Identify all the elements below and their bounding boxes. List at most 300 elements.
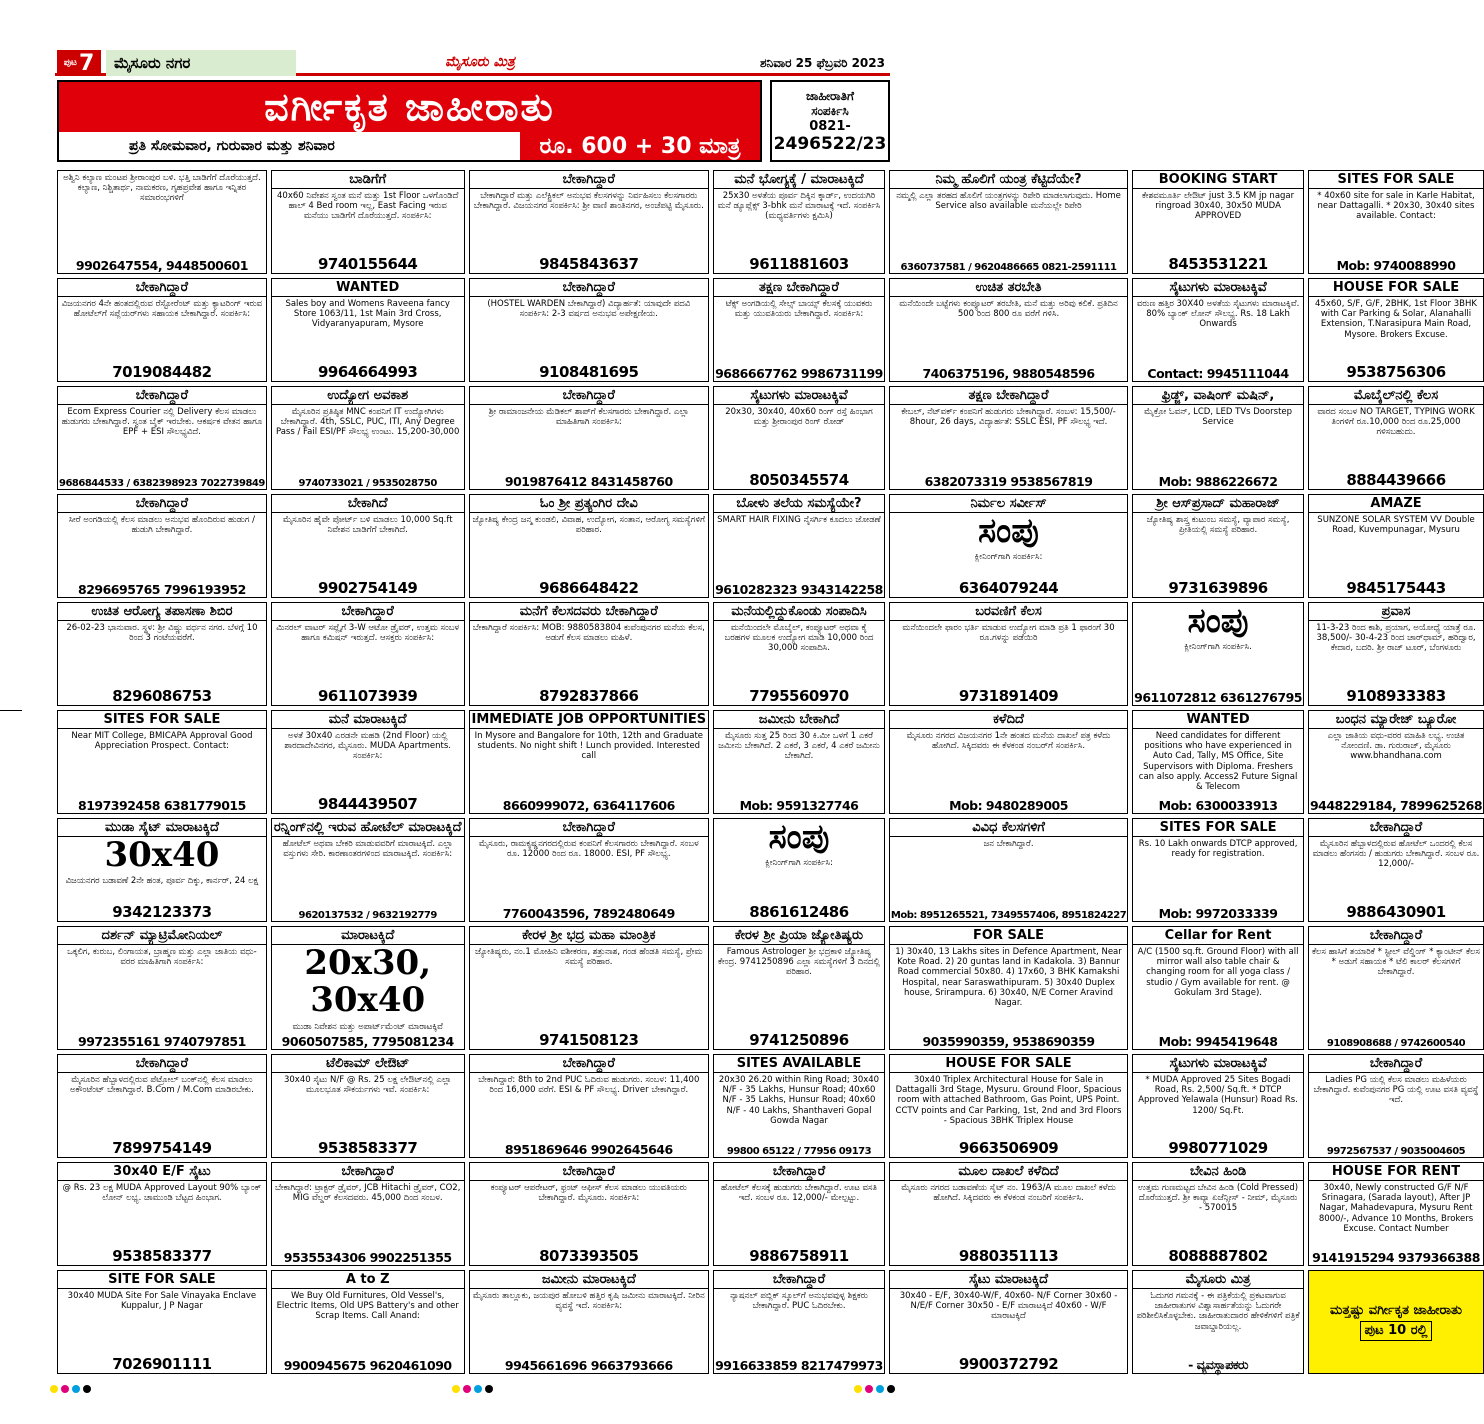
- ad-heading: FOR SALE: [890, 927, 1127, 945]
- newspaper-logo: ಮೈಸೂರು ಮಿತ್ರ: [445, 54, 515, 70]
- ad-body: ಬೇಕಾಗಿದ್ದಾರೆ ಮತ್ತು ಎಲೆಕ್ಟ್ರಿಕಲ್ ಅನುಭವ ಕೆಲಸಗಳನ್ನು ನಿರ್ವಹಿಸಲು ಕೆಲಸಗಾರರು ಬೇಕಾಗಿದ್ದಾರೆ. ವಿಜಯನಗರ ಸಂಪರ್ಕಿಸಿ: ಶ್ರೀ ವಾಣಿ ಶಾಂತಿನಗರ, ಅಂಚೆಪಟ್ಟಿ ಮೈಸೂರು.: [473, 191, 704, 212]
- ad-heading: 30x40 E/F ಸೈಟು: [58, 1163, 266, 1181]
- ad-heading: BOOKING START: [1133, 171, 1303, 189]
- ad-heading: ವಿವಿಧ ಕೆಲಸಗಳಿಗೆ: [890, 819, 1127, 837]
- classified-ad: [271, 386, 465, 490]
- ad-phone: 9900372792: [958, 1355, 1059, 1373]
- ad-body: ಜ್ಯೋತಿಷ್ಯ ಕೇಂದ್ರ ಜನ್ಮ ಕುಂಡಲಿ, ವಿವಾಹ, ಉದ್ಯೋಗ, ಸಂತಾನ, ಆರೋಗ್ಯ ಸಮಸ್ಯೆಗಳಿಗೆ ಪರಿಹಾರ.: [472, 515, 706, 536]
- contact-line-3: 0821-: [809, 118, 851, 134]
- color-dots-center: [452, 1385, 493, 1393]
- ad-phone: Contact: 9945111044: [1147, 366, 1289, 381]
- ad-body: 30x40 - E/F, 30x40-W/F, 40x60- N/F Corner 30x60 - N/E/F Corner 30x50 - E/F ಮಾರಾಟಕ್ಕಿದೆ 40x60 - W/F ಮಾರಾಟಕ್ಕಿದೆ: [899, 1290, 1118, 1322]
- color-dots-right: [854, 1385, 895, 1393]
- ad-heading: ಉದ್ಯೋಗ ಅವಕಾಶ: [272, 387, 464, 405]
- ad-body: ವಿಜಯನಗರ ಬಡಾವಣೆ 2ನೇ ಹಂತ, ಪೂರ್ವ ದಿಕ್ಕು, ಕಾರ್ನರ್, 24 ಲಕ್ಷ: [65, 876, 259, 887]
- classified-ad: [1308, 818, 1484, 922]
- classified-ad: [713, 710, 885, 814]
- ad-body: ಜನ ಬೇಕಾಗಿದ್ದಾರೆ.: [983, 839, 1034, 850]
- ad-body: ಒಕ್ಕಲಿಗ, ಕುರುಬ, ಲಿಂಗಾಯತ, ಬ್ರಾಹ್ಮಣ ಮತ್ತು ಎಲ್ಲಾ ಜಾತಿಯ ವಧು-ವರರ ಮಾಹಿತಿಗಾಗಿ ಸಂಪರ್ಕಿಸಿ:: [67, 947, 257, 968]
- classified-ad: [271, 818, 465, 922]
- ad-heading: ಬರವಣಿಗೆ ಕೆಲಸ: [890, 603, 1127, 621]
- classified-ad: [1132, 1162, 1304, 1266]
- ad-phone: 9731639896: [1168, 579, 1268, 597]
- ad-body: ಕ್ಲೀನಿಂಗ್‌ಗಾಗಿ ಸಂಪರ್ಕಿಸಿ:: [765, 858, 833, 869]
- ad-phone: 6382073319 9538567819: [924, 474, 1093, 489]
- ad-heading: ಕೇರಳ ಶ್ರೀ ಪ್ರಿಯಾ ಜ್ಯೋತಿಷ್ಯರು: [714, 927, 884, 945]
- ad-highlight: 30x40: [104, 835, 220, 876]
- ad-heading: ಜಮೀನು ಮಾರಾಟಕ್ಕಿದೆ: [470, 1271, 709, 1289]
- ad-body: ಓದುಗರ ಗಮನಕ್ಕೆ - ಈ ಪತ್ರಿಕೆಯಲ್ಲಿ ಪ್ರಕಟವಾಗುವ ಜಾಹೀರಾತುಗಳ ವಿಶ್ವಾಸಾರ್ಹತೆಯನ್ನು ಓದುಗರೇ ಪರಿಶೀಲಿಸಿಕೊಳ್ಳಬೇಕು. ಜಾಹೀರಾತುದಾರರ ಹೇಳಿಕೆಗಳಿಗೆ ಪತ್ರಿಕೆ ಜವಾಬ್ದಾರಿಯಲ್ಲ.: [1136, 1290, 1300, 1332]
- classified-ad: [57, 494, 267, 598]
- ad-heading: ಮೈಸೂರು ಮಿತ್ರ: [1133, 1271, 1303, 1289]
- classified-ad: [1308, 1162, 1484, 1266]
- ad-body: We Buy Old Furnitures, Old Vessel's, Electric Items, Old UPS Battery's and other Scrap Items. Call Anand:: [276, 1290, 459, 1322]
- classified-ad: [1308, 494, 1484, 598]
- ad-phone: 9972355161 9740797851: [78, 1033, 246, 1049]
- ad-body: ಕೆಲಸ ಹಾಸಿಗೆ ತಯಾರಿಕೆ * ಸ್ಟೀಲ್ ವೆಲ್ಡಿಂಗ್ * ಕ್ಯಾಂಟೀನ್ ಕೆಲಸ * ಅಡುಗೆ ಸಹಾಯಕ * ಟೆಲಿ ಕಾಲರ್ ಕೆಲಸಗಳಿಗೆ ಬೇಕಾಗಿದ್ದಾರೆ.: [1312, 947, 1480, 978]
- ad-phone: 9741250896: [749, 1030, 849, 1049]
- ad-heading: ಬೋಳು ತಲೆಯ ಸಮಸ್ಯೆಯೇ?: [714, 495, 884, 513]
- ad-phone: 9902647554, 9448500601: [75, 258, 248, 273]
- classified-ad: [889, 818, 1128, 922]
- classified-ad: [889, 602, 1128, 706]
- ad-highlight: ಸಂಪು: [768, 817, 830, 858]
- ad-phone: 9108481695: [539, 363, 639, 381]
- classified-ad: [271, 278, 465, 382]
- ad-phone: 9108933383: [1346, 687, 1446, 706]
- ad-heading: ಬಂಧನ ಮ್ಯಾರೇಜ್ ಬ್ಯೂರೋ: [1309, 711, 1483, 729]
- ad-body: ಶ್ರೀ ರಾಮಾಂಜನೇಯ ಮೆಡಿಕಲ್ ಶಾಪ್‌ಗೆ ಕೆಲಸಗಾರರು ಬೇಕಾಗಿದ್ದಾರೆ. ಎಲ್ಲಾ ಮಾಹಿತಿಗಾಗಿ ಸಂಪರ್ಕಿಸಿ:: [488, 407, 689, 428]
- classified-ad: [889, 170, 1128, 274]
- ad-body: ಮೈಸೂರಿನ ಪ್ರತಿಷ್ಠಿತ MNC ಕಂಪನಿಗೆ IT ಉದ್ಯೋಗಿಗಳು ಬೇಕಾಗಿದ್ದಾರೆ. 4th, SSLC, PUC, ITI, Any Degree Pass / Fail ESI/PF ಸೌಲಭ್ಯ ಉಂಟು. 15,200-30,000: [275, 407, 460, 438]
- ad-body: ಅಳತೆ 30x40 ಎರಡನೇ ಮಹಡಿ (2nd Floor) ಯಲ್ಲಿ ಶಾರದಾದೇವಿನಗರ, ಮೈಸೂರು. MUDA Apartments. ಸಂಪರ್ಕಿಸಿ:: [284, 731, 451, 762]
- ad-heading: ತಕ್ಷಣ ಬೇಕಾಗಿದ್ದಾರೆ: [890, 387, 1127, 405]
- ad-body: ಬೇಕಾಗಿದ್ದಾರೆ: 8th to 2nd PUC ಓದಿರುವ ಹುಡುಗರು. ಸಂಬಳ: 11,400 ರಿಂದ 16,000 ವರೆಗೆ. ESI & PF ಸೌಲಭ್ಯ. Driver ಬೇಕಾಗಿದ್ದಾರೆ.: [478, 1074, 700, 1096]
- ad-phone: 7406375196, 9880548596: [922, 366, 1095, 381]
- ad-heading: ಬೇವಿನ ಹಿಂಡಿ: [1133, 1163, 1303, 1181]
- ad-heading: WANTED: [272, 279, 464, 297]
- ad-heading: ಓಂ ಶ್ರೀ ಪ್ರತ್ಯಂಗಿರ ದೇವಿ: [470, 495, 709, 513]
- classified-ad: [57, 386, 267, 490]
- classified-ad: [1132, 494, 1304, 598]
- ad-body: ಮೈಸೂರು, ರಾಮಕೃಷ್ಣನಗರದಲ್ಲಿರುವ ಕಂಪನಿಗೆ ಕೆಲಸಗಾರರು ಬೇಕಾಗಿದ್ದಾರೆ. ಸಂಬಳ ರೂ. 12000 ರಿಂದ ರೂ. 18000. ESI, PF ಸೌಲಭ್ಯ.: [478, 839, 699, 860]
- classified-ad: [57, 1270, 267, 1374]
- classified-ad: [889, 386, 1128, 490]
- classified-ad: [57, 1054, 267, 1158]
- ad-body: Need candidates for different positions who have experienced in Auto Cad, Tally, MS Office, Site Supervisors with Diploma. Freshers can also apply. Access2 Future Signal & Telecom: [1138, 731, 1298, 792]
- ad-phone: 8050345574: [749, 471, 849, 489]
- ad-phone: 9845843637: [539, 255, 639, 273]
- ad-body: ಮೈಸೂರು ನಗರದ ಬಡಾವಣೆಯ ಸೈಟ್ ನಂ. 1963/A ಮೂಲ ದಾಖಲೆ ಕಳೆದು ಹೋಗಿದೆ. ಸಿಕ್ಕಿದವರು ಈ ಕೆಳಕಂಡ ನಂಬರಿಗೆ ಸಂಪರ್ಕಿಸಿ.: [901, 1182, 1116, 1204]
- ad-price: ರೂ. 600 + 30 ಮಾತ್ರ: [520, 132, 760, 160]
- ad-heading: ಪ್ರವಾಸ: [1309, 603, 1483, 621]
- ad-phone: 8951869646 9902645646: [504, 1141, 673, 1157]
- ad-body: ವರುಣ ಹತ್ತಿರ 30X40 ಅಳತೆಯ ಸೈಟುಗಳು ಮಾರಾಟಕ್ಕಿವೆ. 80% ಬ್ಯಾಂಕ್ ಲೋನ್ ಸೌಲಭ್ಯ. Rs. 18 Lakh Onwards: [1136, 299, 1300, 330]
- ad-body: Ladies PG ಯಲ್ಲಿ ಕೆಲಸ ಮಾಡಲು ಮಹಿಳೆಯರು ಬೇಕಾಗಿದ್ದಾರೆ. ಕುವೆಂಪುನಗರ PG ಯಲ್ಲಿ ಊಟ ವಸತಿ ವ್ಯವಸ್ಥೆ ಇದೆ.: [1313, 1074, 1479, 1106]
- ad-heading: ಸೈಟು ಮಾರಾಟಕ್ಕಿದೆ: [890, 1271, 1127, 1289]
- ad-phone: 9611072812 6361276795: [1134, 690, 1302, 706]
- ad-phone: 9686667762 9986731199: [715, 366, 883, 381]
- classified-ad: [1308, 170, 1484, 274]
- ad-body: Sales boy and Womens Raveena fancy Store 1063/11, 1st Main 3rd Cross, Vidyaranyapuram, Mysore: [285, 299, 450, 330]
- ad-phone: 9342123373: [112, 903, 212, 922]
- classified-ad: [469, 818, 710, 922]
- classified-ad: [57, 278, 267, 382]
- ad-heading: ಮನೆಗೆ ಕೆಲಸದವರು ಬೇಕಾಗಿದ್ದಾರೆ: [470, 603, 709, 621]
- ad-body: ಟೆಕ್ಸ್ ಅಂಗಡಿಯಲ್ಲಿ ಸೇಲ್ಸ್ ಬಾಯ್ಸ್ ಕೆಲಸಕ್ಕೆ ಯುವಕರು ಮತ್ತು ಯುವತಿಯರು ಬೇಕಾಗಿದ್ದಾರೆ. ಸಂಪರ್ಕಿಸಿ:: [725, 299, 873, 320]
- ad-phone: Mob: 9480289005: [949, 798, 1068, 814]
- ad-heading: ಬೇಕಾಗಿದ್ದಾರೆ: [272, 1163, 464, 1181]
- page-prefix: ಪುಟ: [63, 58, 77, 68]
- ad-phone: Mob: 8951265521, 7349557406, 8951824227: [890, 910, 1127, 922]
- ad-phone: 99800 65122 / 77956 09173: [726, 1145, 872, 1157]
- classified-ad: [1308, 1270, 1484, 1374]
- classified-ad: [1132, 1054, 1304, 1158]
- classified-ad: [57, 818, 267, 922]
- ad-heading: SITES FOR SALE: [1309, 171, 1483, 189]
- page-number-box: [57, 50, 101, 76]
- ad-heading: ಬೇಕಾಗಿದ್ದಾರೆ: [714, 1271, 884, 1289]
- classified-ad: [889, 1270, 1128, 1374]
- ad-heading: ಕೇರಳ ಶ್ರೀ ಭದ್ರ ಮಹಾ ಮಾಂತ್ರಿಕ: [470, 927, 709, 945]
- classified-ad: [271, 1054, 465, 1158]
- ad-heading: ಬೇಕಾಗಿದ್ದಾರೆ: [470, 1055, 709, 1073]
- ad-phone: 9916633859 8217479973: [715, 1358, 883, 1373]
- ad-phone: 9611881603: [749, 255, 849, 273]
- ad-phone: 9448229184, 7899625268: [1309, 798, 1483, 814]
- ad-heading: ಮನೆ ಮಾರಾಟಕ್ಕಿದೆ: [272, 711, 464, 729]
- ad-heading: ದರ್ಶನ್ ಮ್ಯಾಟ್ರಿಮೋನಿಯಲ್: [58, 927, 266, 945]
- ad-phone: 6360737581 / 9620486665 0821-2591111: [900, 262, 1117, 273]
- ad-body: ಕೇಬಲ್, ನೆಟ್‌ವರ್ಕ್ ಕಂಪನಿಗೆ ಹುಡುಗರು ಬೇಕಾಗಿದ್ದಾರೆ. ಸಂಬಳ: 15,500/- 8hour, 26 days, ವಿದ್ಯಾರ್ಹತೆ: SSLC ESI, PF ಸೌಲಭ್ಯ ಇದೆ.: [901, 407, 1116, 428]
- ad-heading: ಸೈಟುಗಳು ಮಾರಾಟಕ್ಕಿವೆ: [1133, 279, 1303, 297]
- ad-body: ಕಂಪ್ಯೂಟರ್ ಆಪರೇಟರ್, ಫ್ರಂಟ್ ಆಫೀಸ್ ಕೆಲಸ ಮಾಡಲು ಯುವತಿಯರು ಬೇಕಾಗಿದ್ದಾರೆ. ಮೈಸೂರು. ಸಂಪರ್ಕಿಸಿ:: [490, 1182, 687, 1204]
- ad-heading: ಮುಡಾ ಸೈಟ್ ಮಾರಾಟಕ್ಕಿದೆ: [58, 819, 266, 837]
- ad-phone: 7019084482: [112, 363, 212, 381]
- ad-body: ಉತ್ತಮ ಗುಣಮಟ್ಟದ ಬೇವಿನ ಹಿಂಡಿ (Cold Pressed) ದೊರೆಯುತ್ತದೆ. ಶ್ರೀ ಕಾವ್ಯಾ ಏಜೆನ್ಸೀಸ್ - ನೀಮ್, ಮೈಸೂರು - 570015: [1138, 1182, 1299, 1214]
- classified-ad: [1132, 1270, 1304, 1374]
- ad-heading: ಬೇಕಾಗಿದ್ದಾರೆ: [58, 387, 266, 405]
- classified-ad: [1132, 710, 1304, 814]
- classified-ad: [1308, 386, 1484, 490]
- classified-ad: [469, 170, 710, 274]
- ad-phone: 9538583377: [318, 1138, 418, 1157]
- ad-body: 20x30 26.20 within Ring Road; 30x40 N/F - 35 Lakhs, Hunsur Road; 40x60 N/F - 35 Lakhs, Hunsur Road; 40x60 N/F - 40 Lakhs, Shanthaveri Gopal Gowda Nagar: [718, 1074, 880, 1126]
- ad-phone: 9663506909: [958, 1138, 1059, 1157]
- ad-heading: ಫ್ರಿಡ್ಜ್, ವಾಷಿಂಗ್ ಮಷಿನ್,: [1133, 387, 1303, 405]
- classifieds-banner: [57, 80, 762, 162]
- ad-phone: 9538583377: [112, 1246, 212, 1265]
- classified-ad: [271, 926, 465, 1050]
- classified-ad: [1308, 926, 1484, 1050]
- ad-heading: WANTED: [1133, 711, 1303, 729]
- ad-phone: 8884439666: [1346, 471, 1446, 489]
- ad-body: ನ್ಯಾಷನಲ್ ಪಬ್ಲಿಕ್ ಸ್ಕೂಲ್‌ಗೆ ಅನುಭವವುಳ್ಳ ಶಿಕ್ಷಕರು ಬೇಕಾಗಿದ್ದಾರೆ. PUC ಓದಿರಬೇಕು.: [730, 1290, 868, 1312]
- ad-heading: ಬೇಕಾಗಿದ್ದಾರೆ: [272, 603, 464, 621]
- ad-body: Near MIT College, BMICAPA Approval Good Appreciation Prospect. Contact:: [71, 731, 253, 752]
- ad-body: 25x30 ಅಳತೆಯ ಪೂರ್ವ ದಿಕ್ಕಿನ ಕ್ಕಾರ್ಡ್, ಉದಯಗಿರಿ ಮನೆ ಡ್ಯೂಪ್ಲೆಕ್ಸ್ 3-bhk ಮನೆ ಮಾರಾಟಕ್ಕೆ ಇದೆ. ಸಂಪರ್ಕಿಸಿ (ಮಧ್ಯವರ್ತಿಗಳು ಕ್ಷಮಿಸಿ): [717, 191, 881, 222]
- classified-ad: [469, 386, 710, 490]
- ad-page-ref: ಪುಟ 10 ರಲ್ಲಿ: [1360, 1321, 1433, 1341]
- ad-heading: ಉಚಿತ ತರಬೇತಿ: [890, 279, 1127, 297]
- ad-body: 30x40, Newly constructed G/F N/F Srinagara, (Sarada layout), After JP Nagar, Mahadevapura, Mysuru Rent 8000/-, Advance 10 Months, Brokers Excuse. Contact Number: [1318, 1182, 1474, 1234]
- ad-heading: ಬೇಕಾಗಿದ್ದಾರೆ: [58, 495, 266, 513]
- ad-body: ಮನೆಯಿಂದೇ ಬಟ್ಟೆಗಳು ಕಂಪ್ಯೂಟರ್ ತರಬೇತಿ, ಮನೆ ಮತ್ತು ಅರಿವು ಕಲಿಕೆ. ಪ್ರತಿದಿನ 500 ರಿಂದ 800 ರೂ ವರೆಗೆ ಗಳಿಸಿ.: [899, 299, 1118, 320]
- ad-heading: HOUSE FOR RENT: [1309, 1163, 1483, 1181]
- ad-heading: ಟೆಲಿಕಾಮ್ ಲೇಔಟ್: [272, 1055, 464, 1073]
- classified-ads-grid: [57, 170, 1483, 1374]
- ad-body: ಮೈಸೂರಿನ ಹೆಬ್ಬಾಳದಲ್ಲಿರುವ ಪೆಟ್ರೋಲ್ ಬಂಕ್‌ನಲ್ಲಿ ಕೆಲಸ ಮಾಡಲು ಅಕೌಂಟೆಂಟ್ ಬೇಕಾಗಿದ್ದಾರೆ. B.Com / M.Com ಮಾಡಿರಬೇಕು.: [70, 1074, 254, 1096]
- classified-ad: [271, 710, 465, 814]
- classified-ad: [271, 1270, 465, 1374]
- ad-heading: ಕಳೆದಿದೆ: [890, 711, 1127, 729]
- ad-body: ವಾರದ ಸಂಬಳ NO TARGET, TYPING WORK ತಿಂಗಳಿಗೆ ರೂ.10,000 ರಿಂದ ರೂ.25,000 ಗಳಿಸಬಹುದು.: [1317, 407, 1475, 438]
- classified-ad: [1132, 386, 1304, 490]
- margin-mark: [0, 710, 22, 711]
- ad-phone: 9141915294 9379366388: [1312, 1249, 1480, 1265]
- ad-heading: HOUSE FOR SALE: [890, 1055, 1127, 1073]
- ad-body: 30x40 MUDA Site For Sale Vinayaka Enclave Kuppalur, J P Nagar: [67, 1290, 257, 1312]
- ad-body: ಬೇಕಾಗಿದ್ದಾರೆ: ಟ್ರಾಕ್ಟರ್ ಡ್ರೈವರ್, JCB Hitachi ಡ್ರೈವರ್, CO2, MIG ವೆಲ್ಡರ್ ಕೆಲಸದವರು. 45,000 ದಿಂದ ಸಂಬಳ.: [274, 1182, 461, 1204]
- ad-phone: Mob: 9591327746: [739, 798, 859, 814]
- ad-heading: SITES FOR SALE: [1133, 819, 1303, 837]
- issue-date: ಶನಿವಾರ 25 ಫೆಬ್ರವರಿ 2023: [759, 55, 885, 70]
- ad-heading: ನಿಮ್ಮ ಹೊಲಿಗೆ ಯಂತ್ರ ಕೆಟ್ಟಿದೆಯೇ?: [890, 171, 1127, 189]
- ad-phone: 6364079244: [958, 579, 1059, 597]
- ad-heading: ಶ್ರೀ ಆಸ್‌ಪ್ರಸಾದ್ ಮಹಾರಾಜ್: [1133, 495, 1303, 513]
- ad-heading: ಮನೆಯಲ್ಲಿದ್ದುಕೊಂಡು ಸಂಪಾದಿಸಿ: [714, 603, 884, 621]
- ad-phone: 9886430901: [1346, 903, 1446, 922]
- ad-body: [1309, 1271, 1483, 1373]
- classified-ad: [713, 1054, 885, 1158]
- ad-heading: A to Z: [272, 1271, 464, 1289]
- ad-phone: 8296695765 7996193952: [78, 582, 246, 597]
- classified-ad: [1308, 710, 1484, 814]
- ad-phone: Mob: 9972033339: [1158, 906, 1278, 922]
- ad-body: ಕೇಶವಮೂರ್ತಿ ಲೇಔಟ್ just 3.5 KM jp nagar ringroad 30x40, 30x50 MUDA APPROVED: [1141, 191, 1295, 222]
- ad-phone: 8453531221: [1168, 255, 1268, 273]
- ad-body: * 40x60 site for sale in Karle Habitat, near Dattagalli. * 20x30, 30x40 sites available. Contact:: [1317, 191, 1475, 222]
- ad-phone: Mob: 9740088990: [1336, 258, 1456, 273]
- classified-ad: [1308, 1054, 1484, 1158]
- ad-body: * MUDA Approved 25 Sites Bogadi Road, Rs. 2,500/ Sq.ft. * DTCP Approved Yelawala (Hunsur) Road Rs. 1200/ Sq.Ft.: [1138, 1074, 1298, 1116]
- ad-phone: 8660999072, 6364117606: [502, 798, 675, 814]
- ad-phone: 9019876412 8431458760: [504, 474, 673, 489]
- classified-ad: [1132, 170, 1304, 274]
- ad-contact-box: [770, 80, 890, 162]
- ad-heading: ಬೇಕಾಗಿದ್ದಾರೆ: [470, 171, 709, 189]
- classified-ad: [57, 926, 267, 1050]
- ad-body: 20x30, 30x40, 40x60 ರಿಂಗ್ ರಸ್ತೆ ಹಿಂಭಾಗ ಮತ್ತು ಶ್ರೀರಾಂಪುರ ರಿಂಗ್ ರೋಡ್: [725, 407, 873, 428]
- ad-body: ಮನೆಯಿಂದಲೇ ಫಾರಂ ಭರ್ತಿ ಮಾಡುವ ಉದ್ಯೋಗ ಮಾಡಿ ಪ್ರತಿ 1 ಫಾರಂಗೆ 30 ರೂ.ಗಳನ್ನು ಪಡೆಯಿರಿ: [902, 623, 1115, 644]
- ad-phone: Mob: 6300033913: [1158, 798, 1278, 814]
- banner-subline: [59, 132, 760, 160]
- classified-ad: [1132, 278, 1304, 382]
- ad-heading: SITES FOR SALE: [58, 711, 266, 729]
- ad-body: ಮುಡಾ ನಿವೇಶನ ಮತ್ತು ಅಪಾರ್ಟ್‌ಮೆಂಟ್ ಮಾರಾಟಕ್ಕಿವೆ: [292, 1021, 443, 1032]
- ad-phone: 9945661696 9663793666: [504, 1358, 673, 1373]
- ad-phone: 9740155644: [318, 255, 418, 273]
- ad-body: 30x40 Triplex Architectural House for Sale in Dattagalli 3rd Stage, Mysuru. Ground Floor, Spacious room with attached Bathroom, Gas Point, UPS Point. CCTV points and Car Parking, 1st, 2nd and 3rd Floors - Spacious 3BHK Triplex House: [895, 1074, 1122, 1126]
- classified-ad: [1132, 818, 1304, 922]
- ad-body: ಜ್ಯೋತಿಷ್ಯ ಶಾಸ್ತ್ರ ಕುಟುಂಬ ಸಮಸ್ಯೆ, ವ್ಯಾಪಾರ ಸಮಸ್ಯೆ, ಪ್ರೀತಿಯಲ್ಲಿ ಸಮಸ್ಯೆ ಪರಿಹಾರ.: [1146, 515, 1290, 536]
- section-title: ಮೈಸೂರು ನಗರ: [106, 50, 296, 76]
- ad-body: ಮೈಸೂರು ಸುತ್ತ 25 ರಿಂದ 30 ಕಿ.ಮೀ ಒಳಗೆ 1 ಎಕರೆ ಜಮೀನು ಬೇಕಾಗಿದೆ. 2 ಎಕರೆ, 3 ಎಕರೆ, 4 ಎಕರೆ ಜಮೀನು ಬೇಕಾಗಿದೆ.: [718, 731, 880, 762]
- ad-body: ಸೀರೆ ಅಂಗಡಿಯಲ್ಲಿ ಕೆಲಸ ಮಾಡಲು ಅನುಭವ ಹೊಂದಿರುವ ಹುಡುಗ / ಹುಡುಗಿ ಬೇಕಾಗಿದ್ದಾರೆ.: [68, 515, 256, 536]
- ad-phone: 8197392458 6381779015: [78, 798, 246, 814]
- ad-body: ನಮ್ಮಲ್ಲಿ ಎಲ್ಲಾ ತರಹದ ಹೊಲಿಗೆ ಯಂತ್ರಗಳನ್ನು ರಿಪೇರಿ ಮಾಡಲಾಗುವುದು. Home Service also available ಮನೆಯಲ್ಲೇ ರಿಪೇರಿ: [896, 191, 1121, 212]
- ad-phone: 8088887802: [1168, 1246, 1268, 1265]
- ad-heading: IMMEDIATE JOB OPPORTUNITIES: [471, 712, 707, 728]
- classified-ad: [713, 818, 885, 922]
- classified-ad: [889, 1162, 1128, 1266]
- ad-body: ಮೈಸೂರು ತಾಲ್ಲೂಕು, ಜಯಪುರ ಹೋಬಳಿ ಹತ್ತಿರ ಕೃಷಿ ಜಮೀನು ಮಾರಾಟಕ್ಕಿದೆ. ನೀರಿನ ವ್ಯವಸ್ಥೆ ಇದೆ. ಸಂಪರ್ಕಿಸಿ:: [472, 1290, 705, 1312]
- classified-ad: [469, 494, 710, 598]
- ad-heading: ಮಾರಾಟಕ್ಕಿದೆ: [272, 927, 464, 945]
- ad-heading: ಬೇಕಾಗಿದ್ದಾರೆ: [1309, 927, 1483, 945]
- ad-body: ಮೈಸೂರಿನ ಹೈವೇ ಪೋರ್ಟ್ ಬಳಿ ಮಾಡಲು 10,000 Sq.ft ನಿವೇಶನ ಬಾಡಿಗೆಗೆ ಬೇಕಾಗಿದೆ.: [282, 515, 453, 536]
- ad-phone: 9980771029: [1168, 1138, 1268, 1157]
- ad-heading: ಸೈಟುಗಳು ಮಾರಾಟಕ್ಕಿವೆ: [1133, 1055, 1303, 1073]
- ad-phone: 8073393505: [539, 1246, 639, 1265]
- ad-body: SUNZONE SOLAR SYSTEM VV Double Road, Kuvempunagar, Mysuru: [1317, 515, 1475, 536]
- ad-heading: ಮೂಲ ದಾಖಲೆ ಕಳೆದಿದೆ: [890, 1163, 1127, 1181]
- ad-phone: 9741508123: [539, 1030, 639, 1049]
- ad-body: ಕ್ಲೀನಿಂಗ್‌ಗಾಗಿ ಸಂಪರ್ಕಿಸಿ:: [974, 552, 1043, 563]
- ad-heading: ಬೇಕಾಗಿದ್ದಾರೆ: [1309, 1055, 1483, 1073]
- ad-body: ಮೈಸೂರಿನ ಹೆಬ್ಬಾಳದಲ್ಲಿರುವ ಹೋಟೆಲ್ ಒಂದರಲ್ಲಿ ಕೆಲಸ ಮಾಡಲು ಹೆಂಗಸರು / ಹುಡುಗರು ಬೇಕಾಗಿದ್ದಾರೆ. ಸಂಬಳ ರೂ. 12,000/-: [1312, 839, 1480, 870]
- ad-heading: ಮೊಬೈಲ್‌ನಲ್ಲಿ ಕೆಲಸ: [1309, 387, 1483, 405]
- ad-phone: 9035990359, 9538690359: [922, 1033, 1095, 1049]
- ad-highlight: ಸಂಪು: [978, 511, 1039, 551]
- ad-body: ಮೈಕ್ರೋ ಓವನ್, LCD, LED TVs Doorstep Service: [1144, 407, 1293, 428]
- classified-ad: [889, 710, 1128, 814]
- classified-ad: [713, 170, 885, 274]
- ad-highlight: 20x30, 30x40: [304, 943, 432, 1021]
- banner-title: ವರ್ಗೀಕೃತ ಜಾಹೀರಾತು: [59, 82, 760, 132]
- classified-ad: [271, 170, 465, 274]
- ad-heading: ಬೇಕಾಗಿದ್ದಾರೆ: [470, 1163, 709, 1181]
- classified-ad: [469, 602, 710, 706]
- classified-ad: [713, 602, 885, 706]
- classified-ad: [713, 1270, 885, 1374]
- ad-phone: 9060507585, 7795081234: [281, 1033, 454, 1049]
- ad-body-text: ಮತ್ತಷ್ಟು ವರ್ಗೀಕೃತ ಜಾಹೀರಾತು: [1329, 1302, 1462, 1318]
- publish-days: ಪ್ರತಿ ಸೋಮವಾರ, ಗುರುವಾರ ಮತ್ತು ಶನಿವಾರ: [129, 138, 335, 154]
- classified-ad: [1132, 602, 1304, 706]
- classified-ad: [57, 710, 267, 814]
- ad-phone: - ವ್ಯವಸ್ಥಾಪಕರು: [1188, 1357, 1248, 1372]
- contact-line-2: ಸಂಪರ್ಕಿಸಿ: [811, 103, 849, 118]
- ad-body: ಮನೆಯಿಂದಲೇ ಮೊಬೈಲ್, ಕಂಪ್ಯೂಟರ್ ಅಥವಾ ಕೈ ಬರಹಗಳ ಮೂಲಕ ಉದ್ಯೋಗ ಮಾಡಿ 10,000 ರಿಂದ 30,000 ಸಂಪಾದಿಸಿ.: [724, 623, 874, 654]
- ad-phone: 9620137532 / 9632192779: [298, 910, 437, 922]
- classified-ad: [1132, 926, 1304, 1050]
- page-number: 7: [78, 50, 95, 76]
- ad-phone: 9902754149: [318, 579, 418, 597]
- ad-body: In Mysore and Bangalore for 10th, 12th and Graduate students. No night shift ! Lunch provided. Interested call: [474, 731, 704, 762]
- ad-heading: ನಿರ್ಮಲ ಸರ್ವೀಸ್: [890, 495, 1127, 513]
- classified-ad: [271, 602, 465, 706]
- classified-ad: [469, 1054, 710, 1158]
- ad-body: ಅಶ್ವಿನಿ ಕಲ್ಯಾಣ ಮಂಟಪ ಶ್ರೀರಾಂಪುರ ಬಳಿ. ಭತ್ತಿ ಬಾಡಿಗೆಗೆ ದೊರೆಯುತ್ತದೆ. ಕಲ್ಯಾಣ, ನಿಶ್ಚಿತಾರ್ಥ, ನಾಮಕರಣ, ಗೃಹಪ್ರವೇಶ ಹಾಗೂ ಇನ್ನಿತರ ಸಮಾರಂಭಗಳಿಗೆ: [63, 173, 261, 204]
- color-dots-left: [50, 1385, 91, 1393]
- ad-heading: ಬೇಕಾಗಿದ್ದಾರೆ: [470, 387, 709, 405]
- ad-phone: 8861612486: [749, 903, 849, 922]
- print-registration-marks: [50, 1382, 895, 1396]
- ad-phone: 9972567537 / 9035004605: [1326, 1145, 1466, 1157]
- ad-phone: Mob: 9945419648: [1158, 1033, 1278, 1049]
- ad-phone: 9886758911: [749, 1246, 849, 1265]
- ad-phone: 9108908688 / 9742600540: [1326, 1037, 1466, 1049]
- ad-heading: ಜಮೀನು ಬೇಕಾಗಿದೆ: [714, 711, 884, 729]
- ad-body: ಎಲ್ಲಾ ಜಾತಿಯ ವಧು-ವರರ ಮಾಹಿತಿ ಲಭ್ಯ. ಉಚಿತ ನೋಂದಣಿ. ಡಾ. ಗುರುರಾಜ್, ಮೈಸೂರು www.bhandhana.com: [1327, 731, 1465, 762]
- ad-phone: 7760043596, 7892480649: [502, 906, 675, 922]
- classified-ad: [57, 1162, 267, 1266]
- ad-phone: 9610282323 9343142258: [715, 582, 883, 597]
- ad-body: 11-3-23 ರಿಂದ ಕಾಶಿ, ಪ್ರಯಾಗ, ಅಯೋಧ್ಯೆ ಯಾತ್ರೆ ರೂ. 38,500/- 30-4-23 ರಿಂದ ಚಾರ್‌ಧಾಮ್, ಹರಿದ್ವಾರ, ಕೇದಾರ, ಬದರಿ. ಶ್ರೀ ರಾಜ್ ಟೂರ್, ಬೆಂಗಳೂರು: [1316, 623, 1476, 654]
- ad-body: 45x60, S/F, G/F, 2BHK, 1st Floor 3BHK with Car Parking & Solar, Alanahalli Extension, T.Narasipura Main Road, Mysore. Brokers Excuse.: [1315, 299, 1477, 340]
- ad-heading: ಬೇಕಾಗಿದ್ದಾರೆ: [1309, 819, 1483, 837]
- classified-ad: [469, 1270, 710, 1374]
- classified-ad: [57, 602, 267, 706]
- ad-heading: SITES AVAILABLE: [714, 1055, 884, 1073]
- ad-phone: 9611073939: [318, 687, 418, 706]
- ad-body: ಬೇಕಾಗಿದ್ದಾರೆ ಸಂಪರ್ಕಿಸಿ: MOB: 9880583804 ಕುವೆಂಪುನಗರ ಮನೆಯ ಕೆಲಸ, ಅಡುಗೆ ಕೆಲಸ ಮಾಡಲು ಮಹಿಳೆ.: [472, 623, 705, 644]
- ad-phone: 9964664993: [318, 363, 418, 381]
- ad-heading: ಬೇಕಾಗಿದ್ದಾರೆ: [714, 1163, 884, 1181]
- ad-phone: 7795560970: [749, 687, 849, 706]
- classified-ad: [889, 1054, 1128, 1158]
- ad-heading: ಮನೆ ಭೋಗ್ಯಕ್ಕೆ / ಮಾರಾಟಕ್ಕಿದೆ: [714, 171, 884, 189]
- classified-ad: [57, 170, 267, 274]
- ad-body: 30x40 ಸೈಟು N/F @ Rs. 25 ಲಕ್ಷ ಲೇಔಟ್‌ನಲ್ಲಿ ಎಲ್ಲಾ ಮೂಲಭೂತ ಸೌಕರ್ಯಗಳು ಇವೆ. ಸಂಪರ್ಕಿಸಿ:: [283, 1074, 452, 1096]
- classified-ad: [469, 710, 710, 814]
- classified-ad: [889, 494, 1128, 598]
- ad-phone: 9686844533 / 6382398923 7022739849: [59, 478, 265, 489]
- ad-phone: 9686648422: [539, 579, 639, 597]
- classified-ad: [889, 278, 1128, 382]
- ad-phone: 8296086753: [112, 687, 212, 706]
- ad-heading: ಬೇಕಾಗಿದ್ದಾರೆ: [58, 1055, 266, 1073]
- ad-phone: Mob: 9886226672: [1158, 474, 1278, 489]
- ad-body: 26-02-23 ಭಾನುವಾರ. ಸ್ಥಳ: ಶ್ರೀ ವಿಷ್ಣು ವರ್ಧನ ನಗರ. ಬೆಳಗ್ಗೆ 10 ರಿಂದ 3 ಗಂಟೆಯವರೆಗೆ.: [66, 623, 258, 644]
- classified-ad: [713, 386, 885, 490]
- ad-body: ಮೈಸೂರು ನಗರದ ವಿಜಯನಗರ 1ನೇ ಹಂತದ ಮನೆಯ ದಾಖಲೆ ಪತ್ರ ಕಳೆದು ಹೋಗಿದೆ. ಸಿಕ್ಕಿದವರು ಈ ಕೆಳಕಂಡ ನಂಬರ್‌ಗೆ ಸಂಪರ್ಕಿಸಿ.: [906, 731, 1111, 752]
- classified-ad: [1308, 602, 1484, 706]
- ad-body: ಮಿನರಲ್ ವಾಟರ್ ಸಪ್ಲೈಗೆ 3-W ಆಟೋ ಡ್ರೈವರ್, ಉತ್ತಮ ಸಂಬಳ ಹಾಗೂ ಕಮಿಷನ್ ಇರುತ್ತದೆ. ಆಸಕ್ತರು ಸಂಪರ್ಕಿಸಿ:: [276, 623, 460, 644]
- ad-heading: ಸೈಟುಗಳು ಮಾರಾಟಕ್ಕಿವೆ: [714, 387, 884, 405]
- ad-heading: ಉಚಿತ ಆರೋಗ್ಯ ತಪಾಸಣಾ ಶಿಬಿರ: [58, 603, 266, 621]
- ad-phone: 9731891409: [958, 687, 1059, 706]
- ad-body: ಕ್ಲೀನಿಂಗ್‌ಗಾಗಿ ಸಂಪರ್ಕಿಸಿ.: [1184, 642, 1252, 653]
- classified-ad: [469, 278, 710, 382]
- ad-body: A/C (1500 sq.ft. Ground Floor) with all mirror wall also table chair & changing room for all yoga class / studio / Gym available for rent. @ Gokulam 3rd Stage).: [1137, 947, 1299, 998]
- ad-heading: ರನ್ನಿಂಗ್‌ನಲ್ಲಿ ಇರುವ ಹೋಟೆಲ್ ಮಾರಾಟಕ್ಕಿದೆ: [273, 820, 462, 836]
- classified-ad: [713, 1162, 885, 1266]
- ad-body: (HOSTEL WARDEN ಬೇಕಾಗಿದ್ದಾರೆ) ವಿದ್ಯಾರ್ಹತೆ: ಯಾವುದೇ ಪದವಿ ಸಂಪರ್ಕಿಸಿ: 2-3 ವರ್ಷದ ಅನುಭವ ಅಪೇಕ್ಷಣೀಯ.: [487, 299, 691, 320]
- ad-heading: ಬೇಕಾಗಿದ್ದಾರೆ: [470, 819, 709, 837]
- ad-body: ಜ್ಯೋತಿಷ್ಯರು, ನಂ.1 ಮೋಹಿನಿ ವಶೀಕರಣ, ಶತ್ರುನಾಶ, ಗಂಡ ಹೆಂಡತಿ ಸಮಸ್ಯೆ, ಪ್ರೇಮ ಸಮಸ್ಯೆ ಪರಿಹಾರ.: [475, 947, 703, 968]
- ad-body: ವಿಜಯನಗರ 4ನೇ ಹಂತದಲ್ಲಿರುವ ರೆಸ್ಟೋರೆಂಟ್ ಮತ್ತು ಕ್ಯಾಟರಿಂಗ್ ಇರುವ ಹೋಟೆಲ್‌ಗೆ ಸಪ್ಲೆಯರ್‌ಗಳು ಸಹಾಯಕ ಬೇಕಾಗಿದ್ದಾರೆ. ಸಂಪರ್ಕಿಸಿ:: [61, 299, 263, 320]
- ad-heading: ತಕ್ಷಣ ಬೇಕಾಗಿದ್ದಾರೆ: [714, 279, 884, 297]
- ad-phone: 9880351113: [958, 1246, 1059, 1265]
- classified-ad: [469, 1162, 710, 1266]
- ad-phone: 9740733021 / 9535028750: [298, 478, 437, 489]
- ad-heading: ಬಾಡಿಗೆಗೆ: [272, 171, 464, 189]
- ad-phone: 7899754149: [112, 1138, 212, 1157]
- ad-highlight: ಸಂಪು: [1187, 601, 1249, 641]
- ad-heading: ಬೇಕಾಗಿದ್ದಾರೆ: [470, 279, 709, 297]
